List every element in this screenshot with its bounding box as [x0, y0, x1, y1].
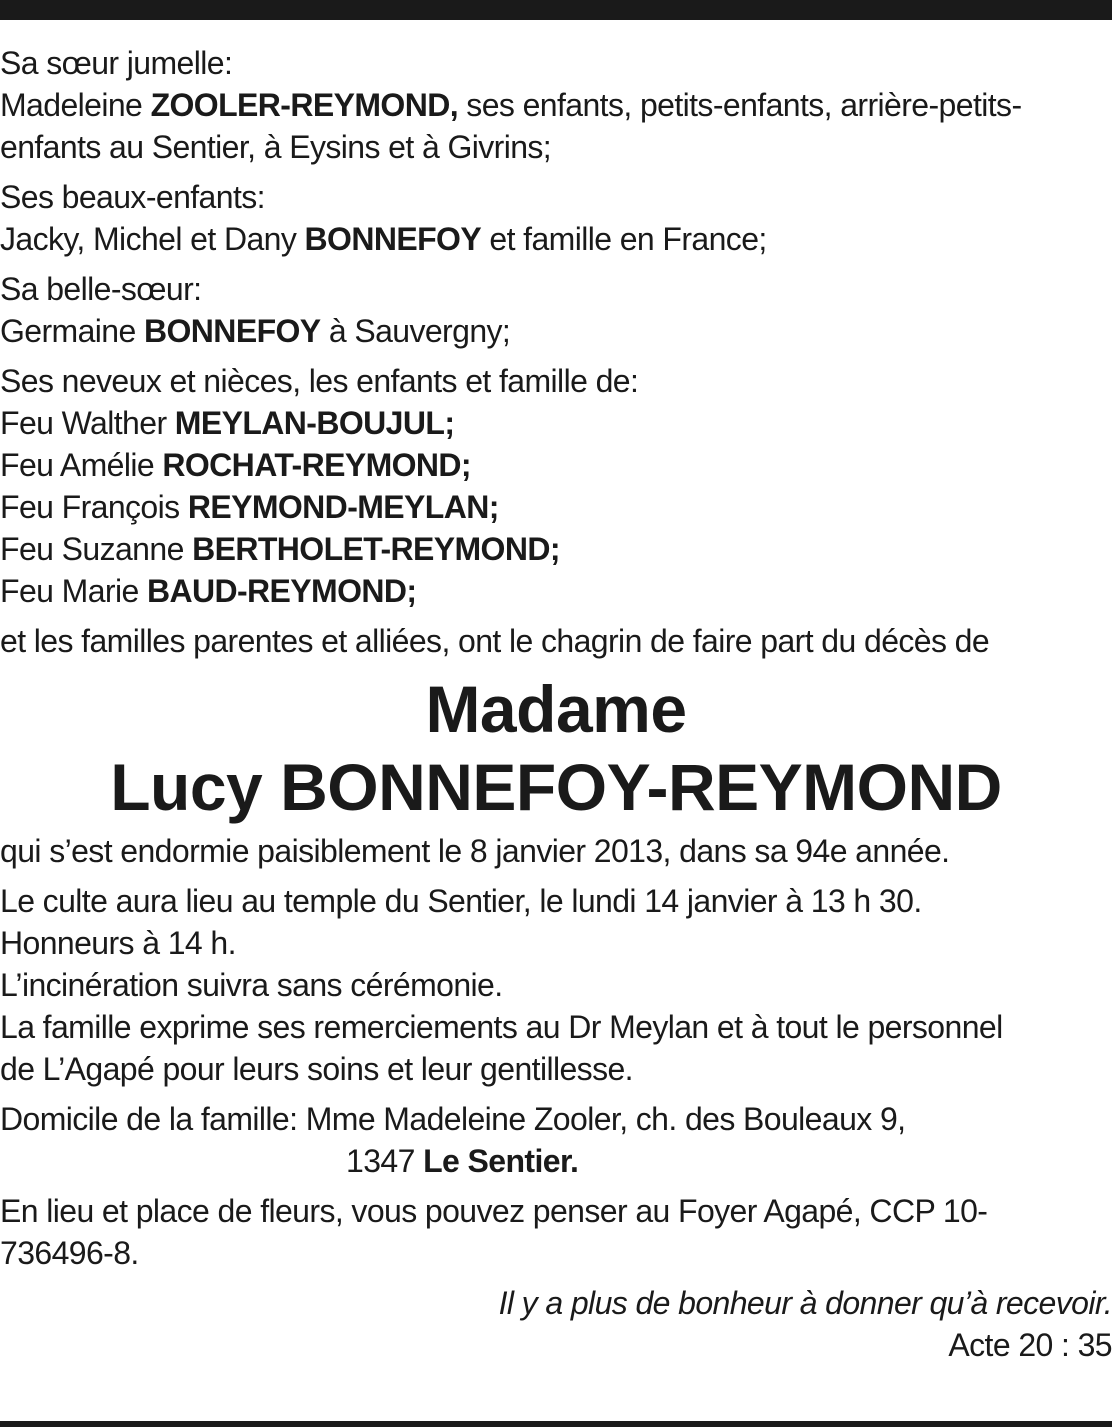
list-item: Feu Amélie ROCHAT-REYMOND;	[0, 447, 471, 483]
stepchildren-line: Jacky, Michel et Dany BONNEFOY et famille en France;	[0, 221, 767, 257]
thanks-line-2: de L’Agapé pour leurs soins et leur gentillesse.	[0, 1051, 633, 1087]
flowers-section	[0, 1190, 1112, 1274]
stepchildren-heading: Ses beaux-enfants:	[0, 179, 265, 215]
domicile-address: 1347 Le Sentier.	[346, 1143, 579, 1179]
deceased-name-block	[0, 670, 1112, 826]
bible-quote: Il y a plus de bonheur à donner qu’à recevoir.	[498, 1285, 1112, 1321]
deceased-title: Madame	[425, 672, 687, 746]
sister-in-law-name: BONNEFOY	[144, 313, 321, 349]
twin-sister-section	[0, 42, 1112, 168]
twin-sister-line: Madeleine ZOOLER-REYMOND, ses enfants, petits-enfants, arrière-petits-	[0, 87, 1022, 123]
sister-in-law-line: Germaine BONNEFOY à Sauvergny;	[0, 313, 511, 349]
quote-section	[0, 1282, 1112, 1366]
sister-in-law-heading: Sa belle-sœur:	[0, 271, 202, 307]
ccp-number: 736496-8.	[0, 1235, 139, 1271]
incineration-line: L’incinération suivra sans cérémonie.	[0, 967, 503, 1003]
bottom-rule	[0, 1421, 1112, 1427]
service-line: Le culte aura lieu au temple du Sentier, le lundi 14 janvier à 13 h 30.	[0, 883, 922, 919]
service-details	[0, 880, 1112, 1090]
stepchildren-section	[0, 176, 1112, 260]
obituary-notice	[0, 42, 1112, 1366]
nephews-section	[0, 360, 1112, 612]
twin-sister-name: ZOOLER-REYMOND,	[150, 87, 459, 123]
flowers-line: En lieu et place de fleurs, vous pouvez penser au Foyer Agapé, CCP 10-	[0, 1193, 988, 1229]
announcement-text: et les familles parentes et alliées, ont le chagrin de faire part du décès de	[0, 623, 990, 659]
list-item: Feu Walther MEYLAN-BOUJUL;	[0, 405, 455, 441]
sister-in-law-section	[0, 268, 1112, 352]
twin-sister-heading: Sa sœur jumelle:	[0, 45, 233, 81]
list-item: Feu François REYMOND-MEYLAN;	[0, 489, 499, 525]
domicile-line: Domicile de la famille: Mme Madeleine Zooler, ch. des Bouleaux 9,	[0, 1101, 906, 1137]
twin-sister-line-2: enfants au Sentier, à Eysins et à Givrins;	[0, 129, 552, 165]
passing-text: qui s’est endormie paisiblement le 8 janvier 2013, dans sa 94e année.	[0, 833, 950, 869]
deceased-name: Lucy BONNEFOY-REYMOND	[110, 750, 1002, 824]
bible-reference: Acte 20 : 35	[948, 1327, 1112, 1363]
list-item: Feu Marie BAUD-REYMOND;	[0, 573, 417, 609]
stepchildren-name: BONNEFOY	[304, 221, 482, 257]
honours-line: Honneurs à 14 h.	[0, 925, 236, 961]
domicile-section	[0, 1098, 1112, 1182]
domicile-town: Le Sentier.	[423, 1143, 579, 1179]
list-item: Feu Suzanne BERTHOLET-REYMOND;	[0, 531, 560, 567]
top-rule	[0, 0, 1112, 20]
nephews-heading: Ses neveux et nièces, les enfants et famille de:	[0, 363, 639, 399]
thanks-line: La famille exprime ses remerciements au Dr Meylan et à tout le personnel	[0, 1009, 1003, 1045]
